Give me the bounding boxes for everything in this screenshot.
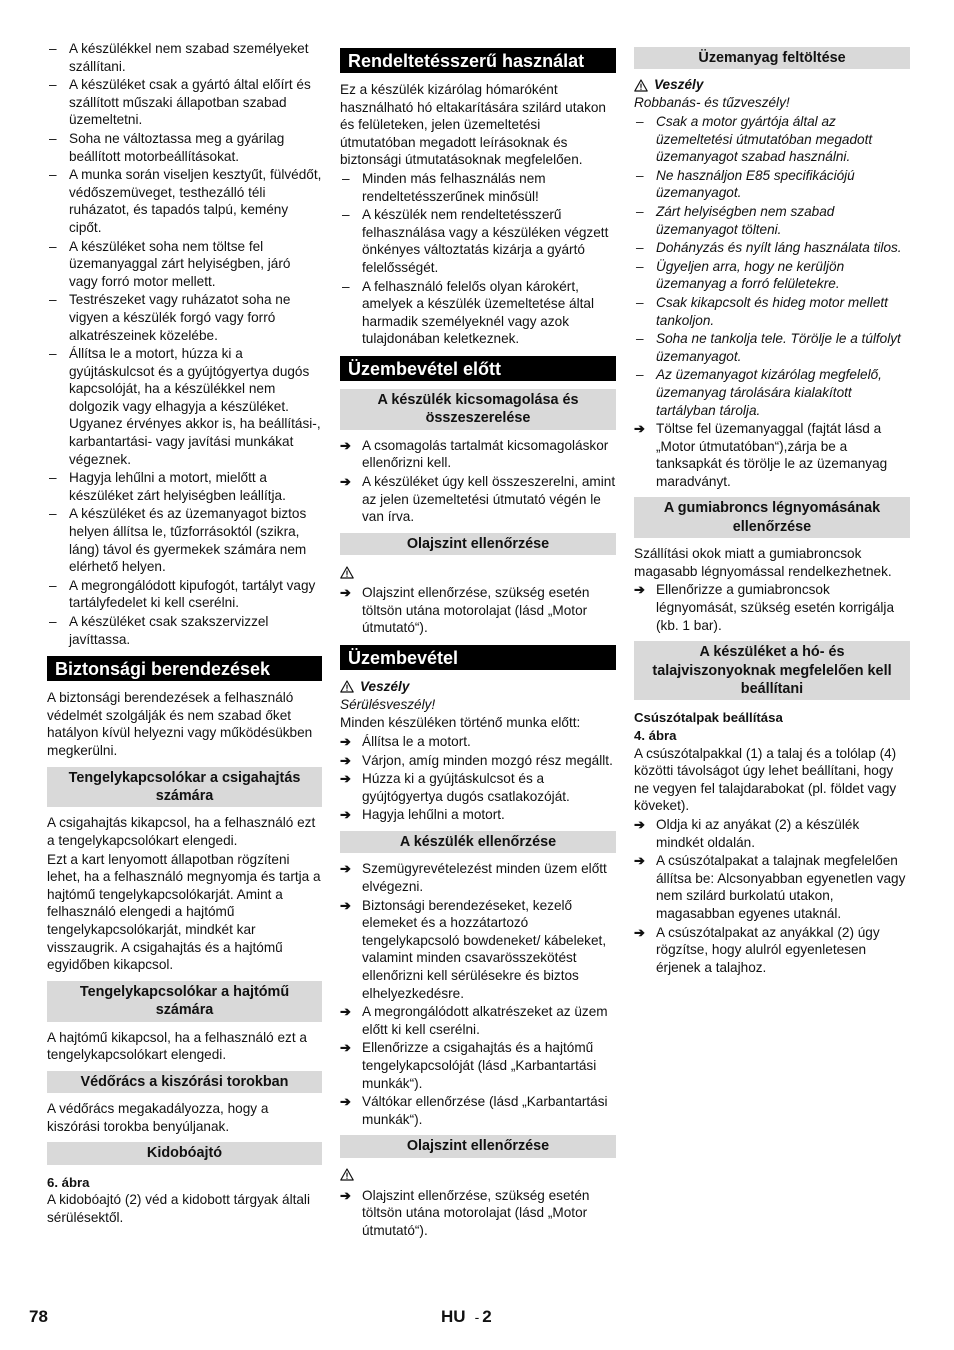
- section-heading: Biztonsági berendezések: [47, 656, 322, 681]
- column-right: [634, 40, 910, 977]
- paragraph: A kidobóajtó (2) véd a kidobott tárgyak általi sérülésektől.: [47, 1192, 310, 1225]
- action-step: [340, 1187, 616, 1240]
- subsection-heading: A készüléket a hó- és talajviszonyoknak megfelelően kell beállítani: [634, 641, 910, 700]
- item-text: A csomagolás tartalmát kicsomagoláskor ellenőrizni kell.: [362, 437, 609, 471]
- dash-icon: –: [49, 238, 57, 254]
- warning-triangle-icon: [340, 1165, 616, 1185]
- arrow-icon: ➔: [340, 1040, 351, 1056]
- section-heading: Rendeltetésszerű használat: [340, 48, 616, 73]
- action-step: [340, 437, 616, 472]
- dash-icon: –: [49, 346, 57, 362]
- warning-label: Veszély: [360, 678, 410, 694]
- action-step: [340, 584, 616, 637]
- dash-icon: –: [636, 258, 644, 274]
- item-text: Ne használjon E85 specifikációjú üzemanyagot.: [656, 167, 855, 201]
- arrow-icon: ➔: [340, 473, 351, 489]
- warning-triangle-icon: [340, 562, 616, 582]
- bullet-item: [634, 366, 910, 419]
- figure-reference: 4. ábra: [634, 728, 677, 744]
- arrow-icon: ➔: [634, 582, 645, 598]
- item-text: A készülékkel nem szabad személyeket szállítani.: [69, 41, 309, 74]
- item-text: Soha ne változtassa meg a gyárilag beállított motorbeállításokat.: [69, 130, 285, 164]
- column-middle: [340, 40, 616, 1241]
- danger-warning: [634, 76, 910, 94]
- dash-icon: –: [49, 41, 57, 56]
- bullet-item: [47, 577, 322, 612]
- item-text: Soha ne tankolja tele. Törölje le a túlfolyt üzemanyagot.: [656, 331, 901, 364]
- arrow-icon: ➔: [340, 1094, 351, 1110]
- item-text: Dohányzás és nyílt láng használata tilos.: [656, 240, 902, 256]
- dash-icon: –: [636, 240, 644, 256]
- item-text: Az üzemanyagot kizárólag megfelelő, üzemanyag tárolására kialakított tartályban tárolja.: [656, 367, 882, 418]
- dash-icon: –: [342, 278, 350, 294]
- action-step: [340, 860, 616, 895]
- section-heading: Üzembevétel: [340, 645, 616, 670]
- bullet-item: [47, 505, 322, 575]
- dash-icon: –: [49, 292, 57, 308]
- subsection-heading: Üzemanyag feltöltése: [634, 47, 910, 69]
- subsection-heading: Olajszint ellenőrzése: [340, 533, 616, 555]
- action-step: [634, 816, 910, 851]
- item-text: Hagyja lehűlni a motort, mielőtt a készüléket zárt helyiségben leállítja.: [69, 470, 286, 503]
- dash-icon: –: [636, 294, 644, 310]
- item-text: Várjon, amíg minden mozgó rész megállt.: [362, 752, 613, 768]
- dash-icon: –: [636, 203, 644, 219]
- bullet-item: [340, 206, 616, 276]
- arrow-icon: ➔: [634, 924, 645, 940]
- bullet-item: [47, 345, 322, 468]
- paragraph: A hajtómű kikapcsol, ha a felhasználó ezt a tengelykapcsolókart elengedi.: [47, 1029, 307, 1063]
- arrow-icon: ➔: [340, 861, 351, 877]
- item-text: Ellenőrizze a csigahajtás és a hajtómű tengelykapcsolóját (lásd „Karbantartási munkák“).: [362, 1040, 597, 1091]
- item-text: A készüléket úgy kell összeszerelni, amint az jelen üzemeltetési útmutató végén le van írva.: [362, 473, 616, 525]
- item-text: A megrongálódott kipufogót, tartályt vagy tartályfedelet ki kell cserélni.: [69, 577, 316, 611]
- bullet-item: [634, 203, 910, 238]
- bullet-item: [634, 239, 910, 257]
- arrow-icon: ➔: [340, 1004, 351, 1020]
- paragraph: A csúszótalpakkal (1) a talaj és a tolólap (4) közötti távolságot úgy lehet beállítani, hogy ne vegyen fel talajdarabokat (pl. földet vagy köveket).: [634, 745, 897, 814]
- warning-triangle-icon: [340, 680, 360, 693]
- dash-icon: –: [49, 577, 57, 593]
- item-text: Váltókar ellenőrzése (lásd „Karbantartási munkák“).: [362, 1094, 608, 1127]
- warning-triangle-icon: [634, 79, 654, 92]
- action-step: [634, 924, 910, 977]
- action-step: [340, 752, 616, 770]
- item-text: A készülék nem rendeltetésszerű felhasználása vagy a készüléken végzett önkényes változtatás kizárja a gyártó felelősségét.: [362, 207, 609, 275]
- action-step: [340, 733, 616, 751]
- item-text: Testrészeket vagy ruházatot soha ne vigyen a készülék forgó vagy forró alkatrészeinek közelébe.: [69, 292, 291, 343]
- arrow-icon: ➔: [340, 734, 351, 750]
- arrow-icon: ➔: [340, 771, 351, 787]
- paragraph: Sérülésveszély!: [340, 696, 436, 712]
- item-text: A felhasználó felelős olyan károkért, amelyek a készülék üzemeltetése által harmadik személyeknél vagy azok tulajdonában keletkeznek.: [362, 278, 594, 347]
- arrow-icon: ➔: [340, 585, 351, 601]
- paragraph: Robbanás- és tűzveszély!: [634, 95, 790, 111]
- action-step: [340, 770, 616, 805]
- paragraph: Szállítási okok miatt a gumiabroncsok magasabb légnyomással rendelkezhetnek.: [634, 546, 892, 579]
- action-step: [340, 1093, 616, 1128]
- action-step: [340, 473, 616, 526]
- bullet-item: [340, 278, 616, 348]
- danger-warning: [340, 678, 616, 696]
- item-text: A készüléket soha nem töltse fel üzemanyaggal zárt helyiségben, járó vagy forró motor mellett.: [69, 238, 291, 289]
- action-step: [634, 581, 910, 634]
- dash-icon: –: [342, 207, 350, 223]
- arrow-icon: ➔: [634, 817, 645, 833]
- dash-icon: –: [636, 167, 644, 183]
- action-step: [340, 1039, 616, 1092]
- paragraph: A biztonsági berendezések a felhasználó védelmét szolgálják és nem szabad őket hatályon kívül helyezni vagy működésükben megkerülni.: [47, 690, 313, 758]
- subsection-heading: A készülék ellenőrzése: [340, 831, 616, 853]
- dash-icon: –: [49, 167, 57, 183]
- item-text: Töltse fel üzemanyaggal (fajtát lásd a „Motor útmutatóban“),zárja be a tanksapkát és törölje le az üzemanyag maradványt.: [656, 421, 888, 489]
- item-text: Zárt helyiségben nem szabad üzemanyagot tölteni.: [656, 203, 835, 237]
- section-heading: Üzembevétel előtt: [340, 356, 616, 381]
- page-number: 78: [29, 1307, 48, 1326]
- action-step: [340, 806, 616, 824]
- item-text: A megrongálódott alkatrészeket az üzem előtt ki kell cserélni.: [362, 1004, 608, 1037]
- subsection-heading: Tengelykapcsolókar a csigahajtás számára: [47, 767, 322, 808]
- dash-icon: –: [49, 130, 57, 146]
- subsection-heading: A készülék kicsomagolása és összeszerelése: [340, 389, 616, 430]
- language-code: [441, 1307, 492, 1327]
- subsection-heading: Tengelykapcsolókar a hajtómű számára: [47, 981, 322, 1022]
- arrow-icon: ➔: [340, 752, 351, 768]
- dash-icon: –: [636, 331, 644, 347]
- subsection-heading: Védőrács a kiszórási torokban: [47, 1071, 322, 1093]
- item-text: Ellenőrizze a gumiabroncsok légnyomását, szükség esetén korrigálja (kb. 1 bar).: [656, 582, 895, 633]
- action-step: [634, 852, 910, 922]
- warning-label: Veszély: [654, 77, 704, 93]
- arrow-icon: ➔: [340, 1187, 351, 1203]
- bullet-item: [47, 166, 322, 236]
- item-text: Állítsa le a motort, húzza ki a gyújtáskulcsot és a gyújtógyertya dugós kapcsolóját, ha a készülékkel nem dolgozik vagy elhagyja a készüléket. Ugyanez érvényes akkor is, ha beállítási-, karbantartási- vagy javítási munkákat végeznek.: [69, 346, 321, 467]
- action-step: [340, 897, 616, 1003]
- dash-icon: –: [49, 506, 57, 522]
- item-text: Biztonsági berendezéseket, kezelő elemeket és a hozzátartozó tengelykapcsoló bowdeneket/ kábeleket, valamint minden csavarösszekötést ellenőrizni kell sérülésekre és biztos elhelyezkedésre.: [362, 897, 607, 1001]
- paragraph: Ez a készülék kizárólag hómaróként használható hó eltakarítására szilárd utakon és felületeken, jelen üzemeltetési útmutatóban megadott leírásoknak és biztonsági útmutatásoknak megfelelően.: [340, 82, 606, 168]
- dash-icon: –: [342, 170, 350, 186]
- dash-icon: –: [49, 77, 57, 93]
- item-text: Csak kikapcsolt és hideg motor mellett tankoljon.: [656, 294, 888, 328]
- item-text: Minden más felhasználás nem rendeltetésszerűnek minősül!: [362, 170, 546, 204]
- item-text: Olajszint ellenőrzése, szükség esetén töltsön utána motorolajat (lásd „Motor útmutató“).: [362, 1187, 590, 1238]
- item-text: A készüléket csak a gyártó által előírt és szállított műszaki állapotban szabad üzemeltetni.: [69, 77, 311, 128]
- item-text: A munka során viseljen kesztyűt, fülvédőt, védőszemüveget, testhezálló téli ruházatot, és tapadós talpú, kemény cipőt.: [69, 167, 322, 235]
- item-text: A csúszótalpakat az anyákkal (2) úgy rögzítse, hogy alulról egyenletesen érjenek a talajhoz.: [656, 924, 880, 975]
- dash-icon: –: [636, 367, 644, 383]
- item-text: Szemügyrevételezést minden üzem előtt elvégezni.: [362, 861, 607, 895]
- bullet-item: [634, 258, 910, 293]
- bullet-item: [634, 113, 910, 166]
- item-text: Oldja ki az anyákat (2) a készülék mindkét oldalán.: [656, 817, 860, 850]
- item-text: Húzza ki a gyújtáskulcsot és a gyújtógyertya dugós csatlakozóját.: [362, 771, 570, 804]
- dash-icon: –: [636, 114, 644, 129]
- paragraph: Minden készüléken történő munka előtt:: [340, 715, 581, 731]
- bullet-item: [47, 291, 322, 344]
- bullet-item: [47, 76, 322, 129]
- bullet-item: [47, 40, 322, 75]
- item-text: Állítsa le a motort.: [362, 734, 471, 750]
- item-text: Csak a motor gyártója által az üzemeltetési útmutatóban megadott üzemanyagot szabad használni.: [656, 114, 873, 165]
- item-text: Hagyja lehűlni a motort.: [362, 807, 505, 823]
- lang-label: HU: [441, 1307, 466, 1326]
- arrow-icon: ➔: [634, 853, 645, 869]
- bullet-item: [47, 613, 322, 648]
- column-left: [47, 40, 322, 1228]
- figure-reference: Csúszótalpak beállítása: [634, 710, 783, 726]
- paragraph: A csigahajtás kikapcsol, ha a felhasználó ezt a tengelykapcsolókart elengedi.: [47, 815, 316, 848]
- bullet-item: [340, 170, 616, 205]
- paragraph: Ezt a kart lenyomott állapotban rögzíteni lehet, ha a felhasználó megnyomja és tartja a hajtómű tengelykapcsolókarját. Amint a felhasználó elengedi a hajtómű tengelykapcsolókarját, mindkét kar visszaugrik. A csigahajtás és a hajtómű egyidőben kikapcsol.: [47, 851, 321, 973]
- item-text: Olajszint ellenőrzése, szükség esetén töltsön utána motorolajat (lásd „Motor útmutató“).: [362, 585, 590, 636]
- arrow-icon: ➔: [340, 897, 351, 913]
- item-text: A csúszótalpakat a talajnak megfelelően állítsa be: Alcsonyabban egyenetlen vagy nem szilárd burkolatú utakon, magasabban egyenes utaknál.: [656, 853, 906, 921]
- paragraph: A védőrács megakadályozza, hogy a kiszórási torokba benyúljanak.: [47, 1101, 269, 1134]
- item-text: A készüléket és az üzemanyagot biztos helyen állítsa le, tűzforrásoktól (szikra, láng) távol és gyermekek számára nem elérhető helyen.: [69, 506, 307, 575]
- bullet-item: [634, 294, 910, 329]
- section-number: 2: [482, 1307, 492, 1326]
- arrow-icon: ➔: [340, 807, 351, 823]
- arrow-icon: ➔: [634, 421, 645, 437]
- item-text: A készüléket csak szakszervizzel javíttassa.: [69, 614, 269, 647]
- dash-icon: –: [49, 470, 57, 486]
- subsection-heading: A gumiabroncs légnyomásának ellenőrzése: [634, 497, 910, 538]
- action-step: [340, 1003, 616, 1038]
- bullet-item: [634, 167, 910, 202]
- subsection-heading: Olajszint ellenőrzése: [340, 1135, 616, 1157]
- arrow-icon: ➔: [340, 437, 351, 453]
- item-text: Ügyeljen arra, hogy ne kerüljön üzemanyag a forró felületekre.: [656, 258, 845, 292]
- dash-icon: –: [49, 614, 57, 629]
- action-step: [634, 420, 910, 490]
- separator: -: [474, 1309, 480, 1325]
- bullet-item: [634, 330, 910, 365]
- bullet-item: [47, 469, 322, 504]
- figure-reference: 6. ábra: [47, 1174, 90, 1190]
- subsection-heading: Kidobóajtó: [47, 1142, 322, 1164]
- bullet-item: [47, 130, 322, 165]
- bullet-item: [47, 238, 322, 291]
